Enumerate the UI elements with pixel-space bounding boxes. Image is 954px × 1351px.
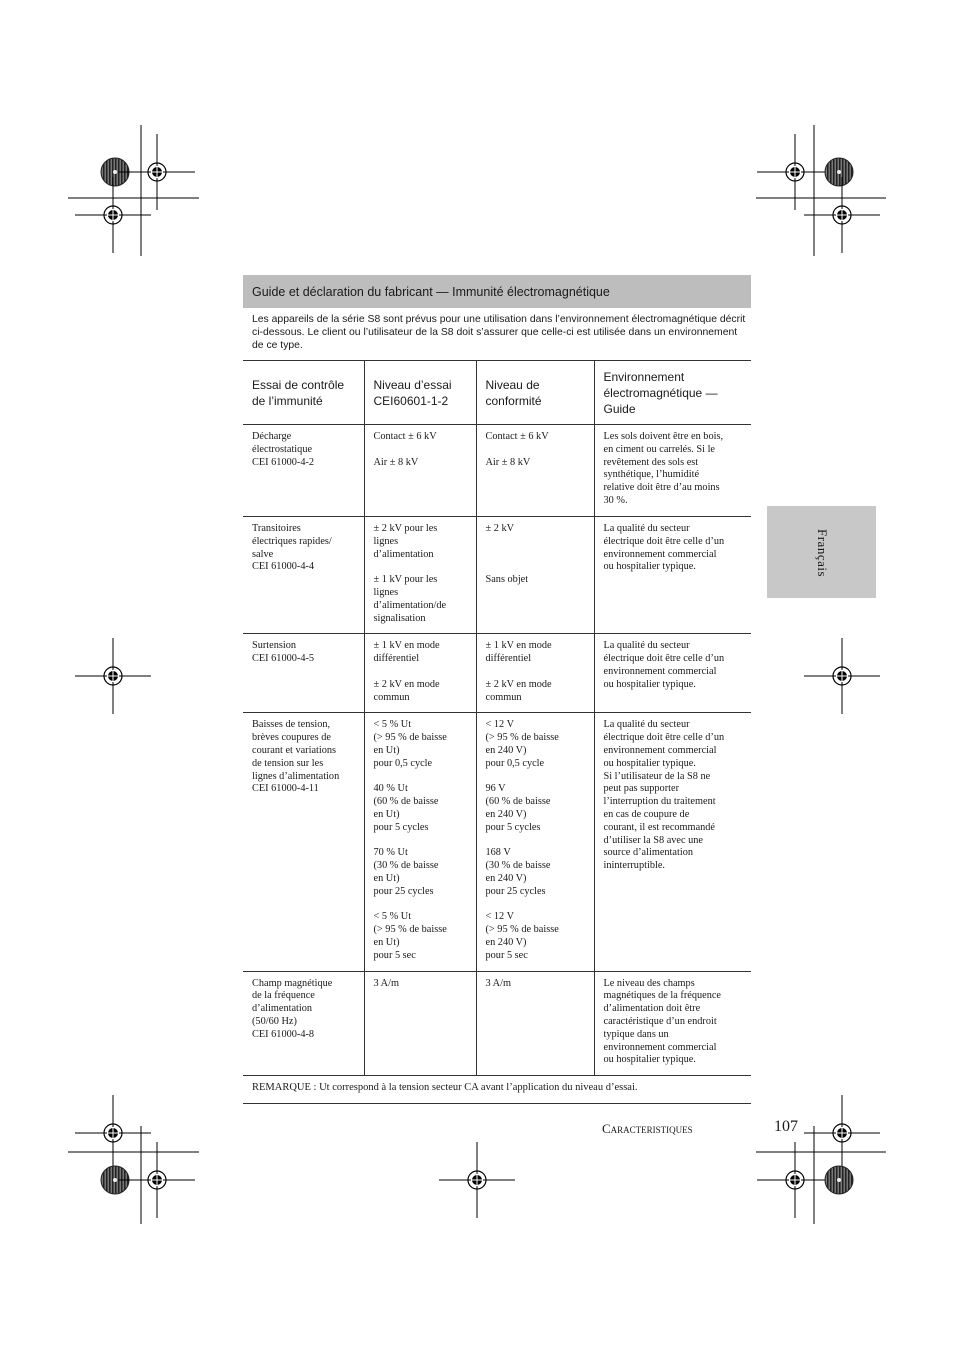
- table-cell: Surtension CEI 61000-4-5: [243, 634, 364, 713]
- table-cell: Champ magnétique de la fréquence d’alimentation (50/60 Hz) CEI 61000-4-8: [243, 971, 364, 1076]
- immunity-table: [243, 360, 751, 1104]
- table-cell: La qualité du secteur électrique doit être celle d’un environnement commercial ou hospitalier typique.: [594, 517, 751, 634]
- table-cell: Décharge électrostatique CEI 61000-4-2: [243, 425, 364, 517]
- table-cell: 3 A/m: [364, 971, 476, 1076]
- table-cell: Contact ± 6 kV Air ± 8 kV: [476, 425, 594, 517]
- color-calibration-wheel-icon: [825, 158, 853, 186]
- registration-mark-icon: [804, 1095, 880, 1171]
- table-cell: ± 2 kV pour les lignes d’alimentation ± 1 kV pour les lignes d’alimentation/de signalisation: [364, 517, 476, 634]
- color-calibration-wheel-icon: [825, 1166, 853, 1194]
- table-cell: ± 1 kV en mode différentiel ± 2 kV en mode commun: [364, 634, 476, 713]
- registration-mark-icon: [439, 1142, 515, 1218]
- footer-section-title: Caracteristiques: [602, 1121, 693, 1136]
- table-row: [243, 425, 751, 517]
- table-cell: Contact ± 6 kV Air ± 8 kV: [364, 425, 476, 517]
- table-row: [243, 634, 751, 713]
- page-number: 107: [774, 1118, 798, 1135]
- registration-mark-icon: [757, 1142, 833, 1218]
- section-title: Guide et déclaration du fabricant — Immunité électromagnétique: [252, 284, 610, 299]
- registration-mark-icon: [119, 1142, 195, 1218]
- table-cell: Transitoires électriques rapides/ salve CEI 61000-4-4: [243, 517, 364, 634]
- table-cell: Le niveau des champs magnétiques de la fréquence d’alimentation doit être caractéristique d’un endroit typique dans un environnement commercial ou hospitalier typique.: [594, 971, 751, 1076]
- column-header: Niveau d’essai CEI60601-1-2: [364, 361, 476, 425]
- table-cell: La qualité du secteur électrique doit être celle d’un environnement commercial ou hospitalier typique. Si l’utilisateur de la S8 ne peut pas supporter l’interruption du traitement en cas de coupure de courant, il est recommandé d’utiliser la S8 avec une source d’alimentation ininterruptible.: [594, 713, 751, 971]
- language-label: Français: [815, 528, 830, 578]
- table-row: [243, 713, 751, 971]
- table-cell: La qualité du secteur électrique doit être celle d’un environnement commercial ou hospitalier typique.: [594, 634, 751, 713]
- table-cell: ± 2 kV Sans objet: [476, 517, 594, 634]
- section-header: [243, 275, 751, 308]
- registration-mark-icon: [757, 134, 833, 210]
- column-header: Environnement électromagnétique — Guide: [594, 361, 751, 425]
- intro-paragraph: Les appareils de la série S8 sont prévus pour une utilisation dans l’environnement électromagnétique décrit ci-dessous. Le client ou l’utilisateur de la S8 doit s’assurer que celle-ci est utilisée dans un environnement de ce type.: [252, 314, 746, 351]
- registration-mark-icon: [119, 134, 195, 210]
- table-cell: 3 A/m: [476, 971, 594, 1076]
- table-cell: < 12 V (> 95 % de baisse en 240 V) pour 0,5 cycle 96 V (60 % de baisse en 240 V) pour 5 cycles 168 V (30 % de baisse en 240 V) pour 25 cycles < 12 V (> 95 % de baisse en 240 V) pour 5 sec: [476, 713, 594, 971]
- table-cell: ± 1 kV en mode différentiel ± 2 kV en mode commun: [476, 634, 594, 713]
- registration-mark-icon: [804, 638, 880, 714]
- column-header: Essai de contrôle de l’immunité: [243, 361, 364, 425]
- table-note: REMARQUE : Ut correspond à la tension secteur CA avant l’application du niveau d’essai.: [243, 1076, 751, 1104]
- registration-mark-icon: [804, 177, 880, 253]
- table-cell: Baisses de tension, brèves coupures de courant et variations de tension sur les lignes d’alimentation CEI 61000-4-11: [243, 713, 364, 971]
- table-row: [243, 971, 751, 1076]
- table-cell: Les sols doivent être en bois, en ciment ou carrelés. Si le revêtement des sols est synthétique, l’humidité relative doit être d’au moins 30 %.: [594, 425, 751, 517]
- registration-mark-icon: [75, 177, 151, 253]
- table-header-row: [243, 361, 751, 425]
- registration-mark-icon: [75, 638, 151, 714]
- column-header: Niveau de conformité: [476, 361, 594, 425]
- table-note-row: [243, 1076, 751, 1104]
- language-side-tab: [767, 506, 876, 598]
- table-cell: < 5 % Ut (> 95 % de baisse en Ut) pour 0,5 cycle 40 % Ut (60 % de baisse en Ut) pour 5 cycles 70 % Ut (30 % de baisse en Ut) pour 25 cycles < 5 % Ut (> 95 % de baisse en Ut) pour 5 sec: [364, 713, 476, 971]
- registration-mark-icon: [75, 1095, 151, 1171]
- table-row: [243, 517, 751, 634]
